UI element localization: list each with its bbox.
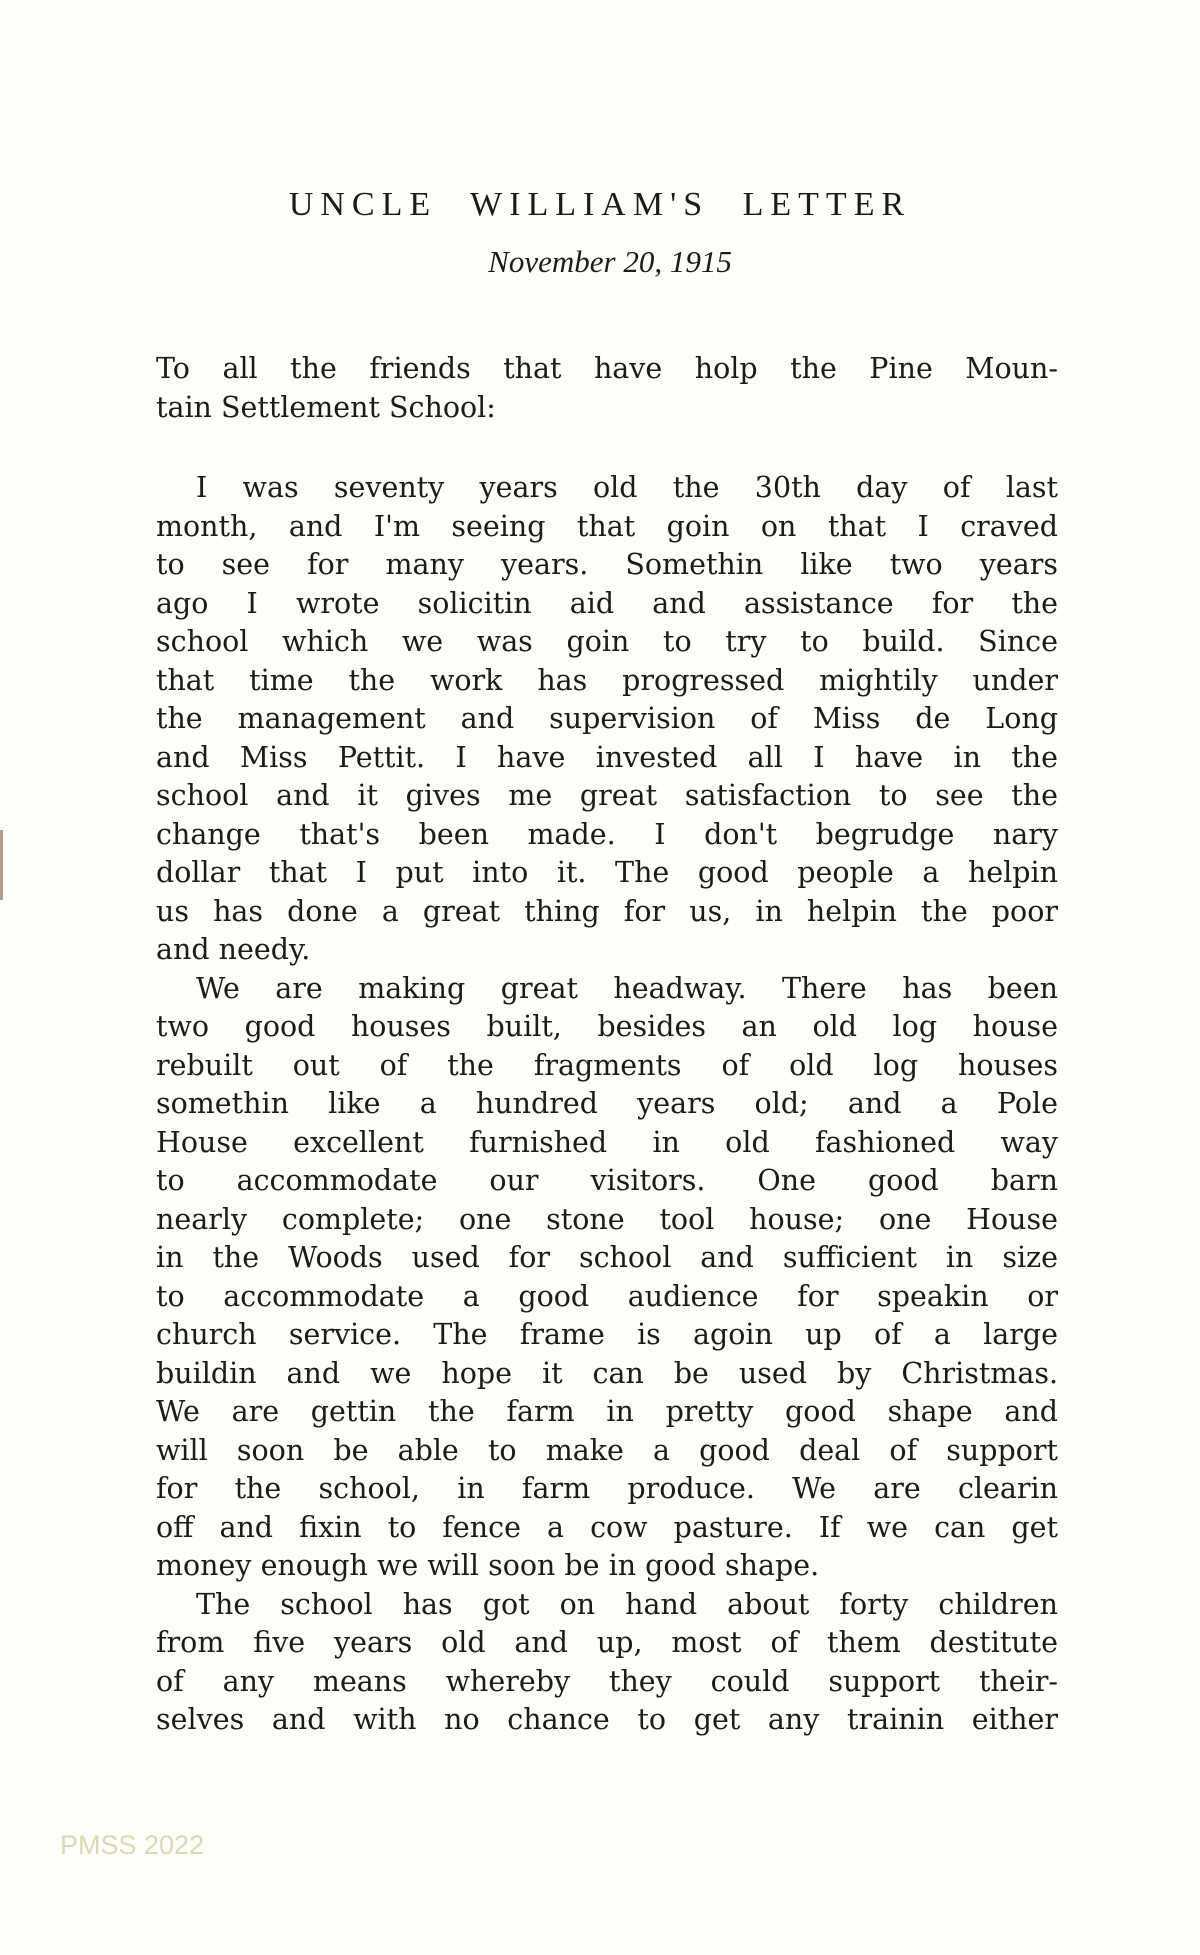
text-line: of any means whereby they could support their- xyxy=(156,1664,1058,1698)
text-line: somethin like a hundred years old; and a Pole xyxy=(156,1087,1058,1120)
letter-title: UNCLE WILLIAM'S LETTER xyxy=(288,186,912,223)
text-line: The school has got on hand about forty children xyxy=(196,1587,1058,1621)
paragraph xyxy=(156,1586,1058,1740)
text-line: I was seventy years old the 30th day of last xyxy=(196,471,1058,504)
text-line: House excellent furnished in old fashioned way xyxy=(156,1125,1058,1159)
page-edge-mark xyxy=(0,830,3,900)
text-line: and needy. xyxy=(156,933,311,966)
letter-date: November 20, 1915 xyxy=(488,244,732,279)
text-line: rebuilt out of the fragments of old log houses xyxy=(156,1048,1058,1082)
paragraph xyxy=(156,970,1058,1586)
text-line: church service. The frame is agoin up of a large xyxy=(156,1318,1058,1351)
text-line: two good houses built, besides an old log house xyxy=(156,1010,1058,1043)
text-line: month, and I'm seeing that goin on that I craved xyxy=(156,509,1058,543)
text-line: selves and with no chance to get any trainin either xyxy=(156,1703,1058,1736)
salutation xyxy=(156,350,1058,427)
text-line: to see for many years. Somethin like two years xyxy=(156,548,1058,581)
text-line: from five years old and up, most of them destitute xyxy=(156,1626,1058,1659)
text-line: change that's been made. I don't begrudge nary xyxy=(156,817,1058,851)
text-line: buildin and we hope it can be used by Christmas. xyxy=(156,1356,1058,1390)
text-line: school which we was goin to try to build. Since xyxy=(156,625,1058,658)
text-line: nearly complete; one stone tool house; one House xyxy=(156,1202,1058,1236)
text-line: ago I wrote solicitin aid and assistance for the xyxy=(156,586,1058,620)
text-line: dollar that I put into it. The good people a helpin xyxy=(156,856,1058,889)
text-line: in the Woods used for school and sufficient in size xyxy=(156,1241,1058,1274)
text-line: tain Settlement School: xyxy=(156,390,496,424)
text-line: money enough we will soon be in good shape. xyxy=(156,1549,820,1582)
text-line: school and it gives me great satisfaction to see the xyxy=(156,779,1058,812)
text-line: We are making great headway. There has been xyxy=(196,971,1058,1005)
text-line: us has done a great thing for us, in helpin the poor xyxy=(156,894,1058,928)
paragraph xyxy=(156,469,1058,970)
letter-body xyxy=(156,350,1058,1740)
text-line: to accommodate our visitors. One good barn xyxy=(156,1164,1058,1197)
text-line: To all the friends that have holp the Pine Moun- xyxy=(156,352,1058,385)
text-line: the management and supervision of Miss de Long xyxy=(156,702,1058,735)
text-line: for the school, in farm produce. We are clearin xyxy=(156,1472,1058,1505)
text-line: We are gettin the farm in pretty good shape and xyxy=(156,1395,1058,1428)
text-line: to accommodate a good audience for speakin or xyxy=(156,1279,1058,1313)
watermark: PMSS 2022 xyxy=(60,1830,205,1860)
text-line: off and fixin to fence a cow pasture. If we can get xyxy=(156,1510,1058,1544)
text-line: that time the work has progressed mightily under xyxy=(156,663,1058,697)
text-line: will soon be able to make a good deal of support xyxy=(156,1433,1058,1467)
text-line: and Miss Pettit. I have invested all I have in the xyxy=(156,740,1058,774)
